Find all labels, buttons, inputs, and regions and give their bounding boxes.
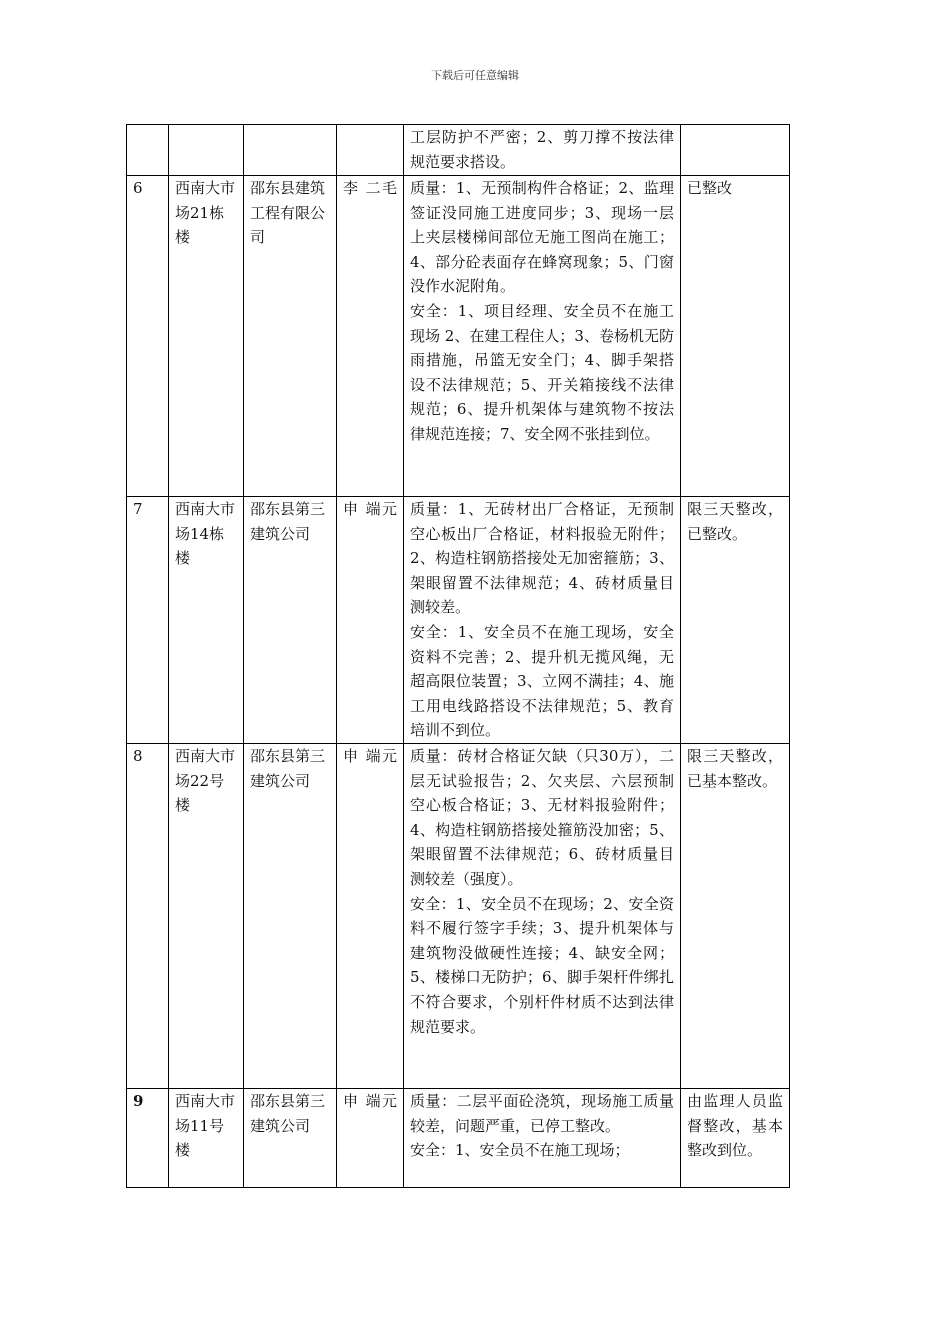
project-name: [169, 125, 244, 176]
responsible-person: [337, 125, 404, 176]
issues-cell: [404, 176, 681, 497]
issues-cell: [404, 1089, 681, 1188]
issues-cell: [404, 125, 681, 176]
project-name: 西南大市场22号楼: [169, 744, 244, 1089]
inspection-table: [126, 124, 790, 1188]
table-row: [127, 1089, 790, 1188]
safety-issues: 安全：1、安全员不在施工现场；: [410, 1141, 630, 1160]
safety-issues: 安全：1、安全员不在施工现场，安全资料不完善；2、提升机无揽风绳，无超高限位装置；3、立网不满挂；4、施工用电线路搭设不法律规范；5、教育培训不到位。: [410, 622, 674, 740]
construction-unit: 邵东县第三建筑公司: [244, 744, 337, 1089]
table-row: [127, 125, 790, 176]
responsible-person: 李 二毛: [337, 176, 404, 497]
issues-cell: [404, 744, 681, 1089]
quality-issues: 质量：1、无预制构件合格证；2、监理签证没同施工进度同步；3、现场一层上夹层楼梯间部位无施工图尚在施工；4、部分砼表面存在蜂窝现象；5、门窗没作水泥附角。: [410, 179, 674, 296]
page-header: 下载后可任意编辑: [431, 69, 519, 82]
row-number: 9: [127, 1089, 169, 1188]
quality-issues: 质量：1、无砖材出厂合格证，无预制空心板出厂合格证，材料报验无附件；2、构造柱钢筋搭接处无加密箍筋；3、架眼留置不法律规范；4、砖材质量目测较差。: [410, 500, 674, 617]
rectification-status: 限三天整改，已基本整改。: [681, 744, 790, 1089]
construction-unit: [244, 125, 337, 176]
table-row: [127, 497, 790, 744]
construction-unit: 邵东县第三建筑公司: [244, 497, 337, 744]
table-row: [127, 744, 790, 1089]
responsible-person: 申 端元: [337, 497, 404, 744]
rectification-status: 已整改: [681, 176, 790, 497]
rectification-status: [681, 125, 790, 176]
row-number: 6: [127, 176, 169, 497]
project-name: 西南大市场11号楼: [169, 1089, 244, 1188]
safety-issues: 安全：1、安全员不在现场；2、安全资料不履行签字手续；3、提升机架体与建筑物没做硬性连接；4、缺安全网；5、楼梯口无防护；6、脚手架杆件绑扎不符合要求，个别杆件材质不达到法律规范要求。: [410, 894, 674, 1036]
row-number: 7: [127, 497, 169, 744]
responsible-person: 申 端元: [337, 744, 404, 1089]
quality-issues: 质量：二层平面砼浇筑，现场施工质量较差，问题严重，已停工整改。: [410, 1092, 674, 1135]
row-number: 8: [127, 744, 169, 1089]
construction-unit: 邵东县建筑工程有限公司: [244, 176, 337, 497]
responsible-person: 申 端元: [337, 1089, 404, 1188]
rectification-status: 限三天整改，已整改。: [681, 497, 790, 744]
row-number: [127, 125, 169, 176]
quality-issues: 质量：砖材合格证欠缺（只30万），二层无试验报告；2、欠夹层、六层预制空心板合格证；3、无材料报验附件；4、构造柱钢筋搭接处箍筋没加密；5、架眼留置不法律规范；6、砖材质量目测较差（强度）。: [410, 747, 674, 888]
project-name: 西南大市场14栋楼: [169, 497, 244, 744]
project-name: 西南大市场21栋楼: [169, 176, 244, 497]
table-row: [127, 176, 790, 497]
construction-unit: 邵东县第三建筑公司: [244, 1089, 337, 1188]
issue-text: 工层防护不严密；2、剪刀撑不按法律规范要求搭设。: [410, 128, 674, 171]
rectification-status: 由监理人员监督整改，基本整改到位。: [681, 1089, 790, 1188]
issues-cell: [404, 497, 681, 744]
safety-issues: 安全：1、项目经理、安全员不在施工现场 2、在建工程住人；3、卷杨机无防雨措施，吊篮无安全门；4、脚手架搭设不法律规范；5、开关箱接线不法律规范；6、提升机架体与建筑物不按法律规范连接；7、安全网不张挂到位。: [410, 301, 674, 443]
